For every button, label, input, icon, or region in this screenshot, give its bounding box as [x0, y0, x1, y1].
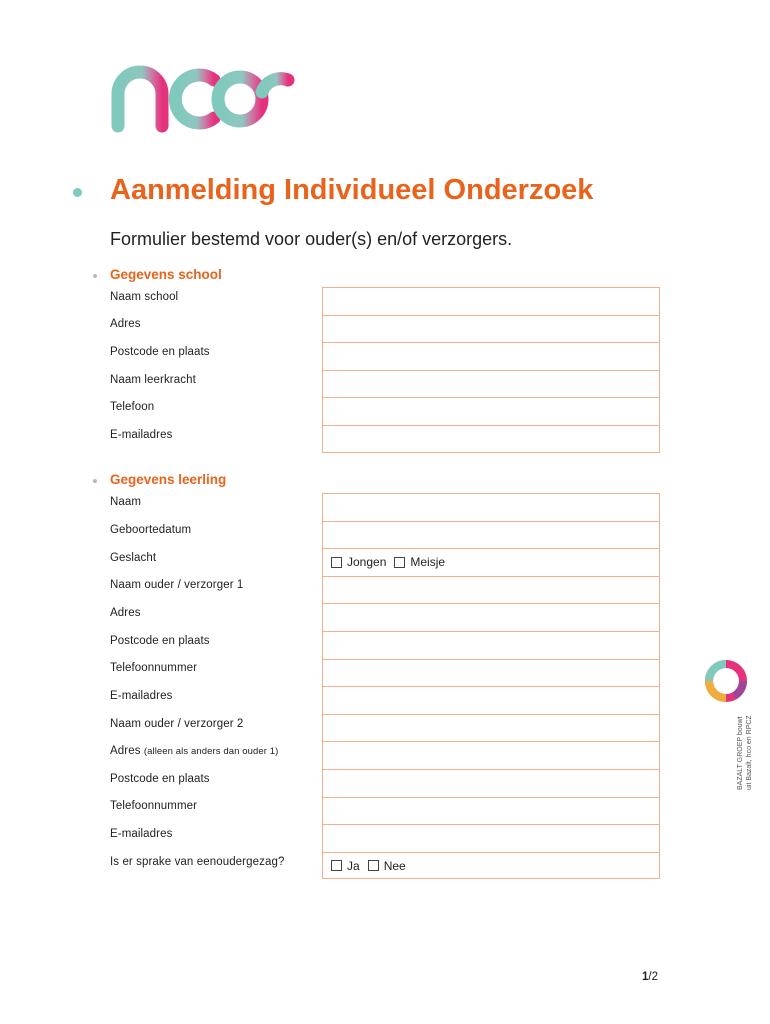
nee-label: Nee — [383, 858, 406, 873]
field-row — [323, 714, 659, 742]
page-number — [642, 971, 658, 983]
label-email-school: E-mailadres — [110, 429, 173, 441]
telefoon-ouder-2-input[interactable] — [323, 798, 659, 825]
meisje-checkbox[interactable] — [394, 557, 405, 568]
field-row — [323, 315, 659, 343]
label-naam-ouder-2: Naam ouder / verzorger 2 — [110, 718, 244, 730]
label-geslacht: Geslacht — [110, 552, 157, 564]
label-postcode-ouder-2: Postcode en plaats — [110, 773, 210, 785]
section-bullet — [93, 274, 97, 278]
email-ouder-2-input[interactable] — [323, 825, 659, 852]
naam-leerling-input[interactable] — [323, 494, 659, 521]
field-row — [323, 824, 659, 852]
label-naam-school: Naam school — [110, 291, 179, 303]
ja-label: Ja — [347, 858, 360, 873]
naam-school-input[interactable] — [323, 288, 659, 315]
label-naam-leerkracht: Naam leerkracht — [110, 374, 196, 386]
label-eenoudergezag: Is er sprake van eenoudergezag? — [110, 856, 285, 868]
adres-school-input[interactable] — [323, 316, 659, 343]
field-row — [323, 659, 659, 687]
field-row — [323, 686, 659, 714]
postcode-school-input[interactable] — [323, 343, 659, 370]
adres-ouder-1-input[interactable] — [323, 604, 659, 631]
label-adres-ouder-1: Adres — [110, 607, 141, 619]
telefoon-ouder-1-input[interactable] — [323, 660, 659, 687]
label-telefoon-school: Telefoon — [110, 401, 155, 413]
field-row — [323, 397, 659, 425]
bazalt-tagline — [736, 715, 754, 790]
field-row — [323, 797, 659, 825]
label-adres-ouder-2 — [110, 745, 278, 757]
adres-text: Adres — [110, 745, 141, 757]
field-row — [323, 370, 659, 398]
naam-leerkracht-input[interactable] — [323, 371, 659, 398]
email-school-input[interactable] — [323, 426, 659, 452]
page-title: Aanmelding Individueel Onderzoek — [110, 174, 594, 206]
page-total: /2 — [648, 971, 658, 983]
label-adres-school: Adres — [110, 318, 141, 330]
field-row — [323, 287, 659, 315]
field-row — [323, 769, 659, 797]
geboortedatum-input[interactable] — [323, 522, 659, 549]
leerling-fields — [322, 493, 660, 879]
nee-checkbox[interactable] — [368, 860, 379, 871]
label-naam-leerling: Naam — [110, 496, 142, 508]
label-postcode-ouder-1: Postcode en plaats — [110, 635, 210, 647]
jongen-label: Jongen — [347, 555, 387, 570]
field-row — [323, 631, 659, 659]
field-row — [323, 576, 659, 604]
field-row — [323, 741, 659, 769]
meisje-label: Meisje — [410, 555, 446, 570]
label-email-ouder-2: E-mailadres — [110, 828, 173, 840]
adres-note: (alleen als anders dan ouder 1) — [143, 746, 279, 757]
section-title-leerling: Gegevens leerling — [110, 472, 227, 487]
field-row — [323, 425, 659, 453]
section-title-school: Gegevens school — [110, 267, 222, 282]
field-row — [323, 521, 659, 549]
postcode-ouder-1-input[interactable] — [323, 632, 659, 659]
label-postcode-school: Postcode en plaats — [110, 346, 210, 358]
field-row — [323, 603, 659, 631]
naam-ouder-1-input[interactable] — [323, 577, 659, 604]
title-bullet — [73, 188, 82, 197]
label-telefoon-ouder-1: Telefoonnummer — [110, 662, 198, 674]
telefoon-school-input[interactable] — [323, 398, 659, 425]
bazalt-ring-logo — [700, 655, 752, 707]
page-subtitle: Formulier bestemd voor ouder(s) en/of verzorgers. — [110, 229, 513, 249]
adres-ouder-2-input[interactable] — [323, 742, 659, 769]
tagline-line-2: uit Bazalt, hco en RPCZ — [746, 715, 753, 790]
ja-checkbox[interactable] — [331, 860, 342, 871]
label-geboortedatum: Geboortedatum — [110, 524, 192, 536]
email-ouder-1-input[interactable] — [323, 687, 659, 714]
label-naam-ouder-1: Naam ouder / verzorger 1 — [110, 579, 244, 591]
jongen-checkbox[interactable] — [331, 557, 342, 568]
section-bullet — [93, 479, 97, 483]
postcode-ouder-2-input[interactable] — [323, 770, 659, 797]
school-fields — [322, 287, 660, 453]
page-current: 1 — [642, 971, 649, 983]
field-row — [323, 548, 659, 576]
eenoudergezag-choice — [331, 859, 414, 873]
geslacht-choice — [331, 555, 453, 569]
label-email-ouder-1: E-mailadres — [110, 690, 173, 702]
hco-logo — [104, 22, 300, 138]
naam-ouder-2-input[interactable] — [323, 715, 659, 742]
label-telefoon-ouder-2: Telefoonnummer — [110, 800, 198, 812]
tagline-line-1: BAZALT GROEP bouwt — [737, 716, 744, 790]
field-row — [323, 493, 659, 521]
field-row — [323, 852, 659, 880]
field-row — [323, 342, 659, 370]
